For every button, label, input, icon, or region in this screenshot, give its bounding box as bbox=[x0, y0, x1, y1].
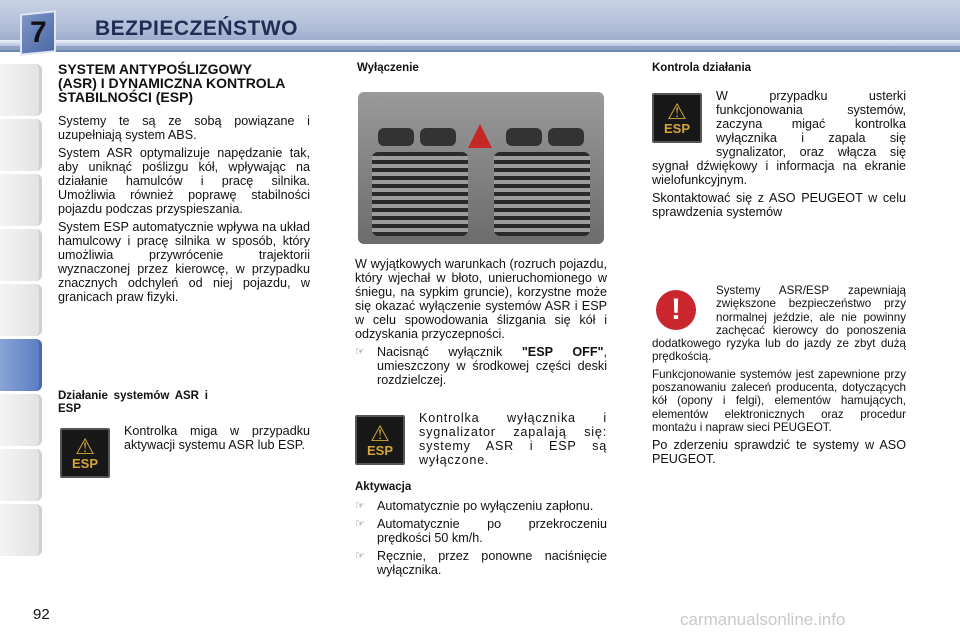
subsection-heading: Kontrola działania bbox=[652, 62, 752, 74]
left-subsection bbox=[58, 390, 310, 482]
paragraph: System ASR optymalizuje napędzanie tak, aby uniknąć poślizgu kół, wpływając na działanie hamulców i pracę silnika. Umożliwia również poprawę stabilności pojazdu podczas przyspieszania. bbox=[58, 146, 310, 216]
chapter-tabs bbox=[0, 64, 46, 559]
subsection-heading: Wyłączenie bbox=[357, 62, 419, 74]
bullet-item: ☞ Ręcznie, przez ponowne naciśnięcie wyłącznika. bbox=[355, 549, 607, 577]
esp-warning-icon: ⚠ ESP bbox=[652, 93, 702, 143]
chapter-tab[interactable] bbox=[0, 284, 42, 336]
dashboard-button bbox=[548, 128, 584, 146]
pointing-hand-icon: ☞ bbox=[355, 500, 365, 512]
paragraph: W przypadku usterki funkcjonowania systemów, zaczyna migać kontrolka wyłącznika i zapala się sygnalizator, oraz włącza się sygnał dźwiękowy i informacja na ekranie wielofunkcyjnym. bbox=[652, 89, 906, 187]
paragraph: Kontrolka wyłącznika i sygnalizator zapalają się: systemy ASR i ESP są wyłączone. bbox=[419, 411, 607, 467]
dashboard-button bbox=[506, 128, 542, 146]
subsection-heading: Aktywacja bbox=[355, 481, 412, 493]
esp-warning-icon: ⚠ ESP bbox=[60, 428, 110, 478]
dashboard-button bbox=[378, 128, 414, 146]
chapter-tab[interactable] bbox=[0, 64, 42, 116]
chapter-tab[interactable] bbox=[0, 119, 42, 171]
paragraph: Systemy te są ze sobą powiązane i uzupełniają system ABS. bbox=[58, 114, 310, 142]
chapter-tab[interactable] bbox=[0, 504, 42, 556]
paragraph: Systemy ASR/ESP zapewniają zwiększone bezpieczeństwo przy normalnej jeździe, ale nie powinny zachęcać kierowcy do ponoszenia dodatkowego ryzyka lub do jazdy ze zbyt dużą prędkością. bbox=[652, 284, 906, 364]
chapter-tab[interactable] bbox=[0, 229, 42, 281]
chapter-badge bbox=[20, 10, 56, 56]
chapter-tab[interactable] bbox=[0, 449, 42, 501]
chapter-tab[interactable] bbox=[0, 394, 42, 446]
paragraph: W wyjątkowych warunkach (rozruch pojazdu, który wjechał w błoto, unieruchomionego w śniegu, na sypkim gruncie), korzystne może się okazać wyłączenie systemów ASR i ESP w celu spowodowania ślizgania się kół i odzyskania przyczepności. bbox=[355, 257, 607, 341]
paragraph: Kontrolka miga w przypadku aktywacji systemu ASR lub ESP. bbox=[124, 424, 310, 452]
paragraph: Skontaktować się z ASO PEUGEOT w celu sprawdzenia systemów bbox=[652, 191, 906, 219]
esp-off-icon: ⚠ ESP bbox=[355, 415, 405, 465]
bullet-item: ☞ Nacisnąć wyłącznik "ESP OFF", umieszczony w środkowej części deski rozdzielczej. bbox=[355, 345, 607, 387]
chapter-tab[interactable] bbox=[0, 174, 42, 226]
middle-column-heading bbox=[357, 62, 607, 83]
pointing-hand-icon: ☞ bbox=[355, 550, 365, 562]
middle-column bbox=[355, 257, 607, 581]
warning-exclamation-icon: ! bbox=[656, 290, 696, 330]
paragraph: Funkcjonowanie systemów jest zapewnione przy poszanowaniu zaleceń producenta, dotyczących kół (opony i felgi), elementów hamujących, elementów elektronicznych oraz procedur montażu i napraw sieci PEUGEOT. bbox=[652, 367, 906, 434]
paragraph: System ESP automatycznie wpływa na układ hamulcowy i pracę silnika w sposób, który umożliwia przywrócenie trajektorii wyznaczonej przez kierowcę, w przypadku znacznych odchyleń od niej pojazdu, w granicach praw fizyki. bbox=[58, 220, 310, 304]
air-vent bbox=[372, 152, 468, 236]
section-heading: SYSTEM ANTYPOŚLIZGOWY (ASR) I DYNAMICZNA KONTROLA STABILNOŚCI (ESP) bbox=[58, 61, 285, 105]
hazard-button bbox=[468, 124, 492, 148]
bullet-item: ☞ Automatycznie po wyłączeniu zapłonu. bbox=[355, 499, 594, 513]
safety-warning bbox=[652, 284, 906, 470]
dashboard-button bbox=[420, 128, 456, 146]
bullet-item: ☞ Automatycznie po przekroczeniu prędkości 50 km/h. bbox=[355, 517, 607, 545]
dashboard-photo bbox=[358, 92, 604, 244]
watermark: carmanualsonline.info bbox=[680, 610, 846, 629]
subsection-heading: Działanie systemów ASR i ESP bbox=[58, 390, 208, 415]
chapter-title: BEZPIECZEŃSTWO bbox=[95, 17, 299, 40]
paragraph: Po zderzeniu sprawdzić te systemy w ASO PEUGEOT. bbox=[652, 438, 906, 467]
chapter-tab-active[interactable] bbox=[0, 339, 42, 391]
pointing-hand-icon: ☞ bbox=[355, 346, 365, 358]
pointing-hand-icon: ☞ bbox=[355, 518, 365, 530]
chapter-number: 7 bbox=[29, 16, 47, 49]
left-column bbox=[58, 62, 310, 308]
air-vent bbox=[494, 152, 590, 236]
page-number: 92 bbox=[33, 606, 50, 623]
right-column bbox=[652, 62, 906, 223]
